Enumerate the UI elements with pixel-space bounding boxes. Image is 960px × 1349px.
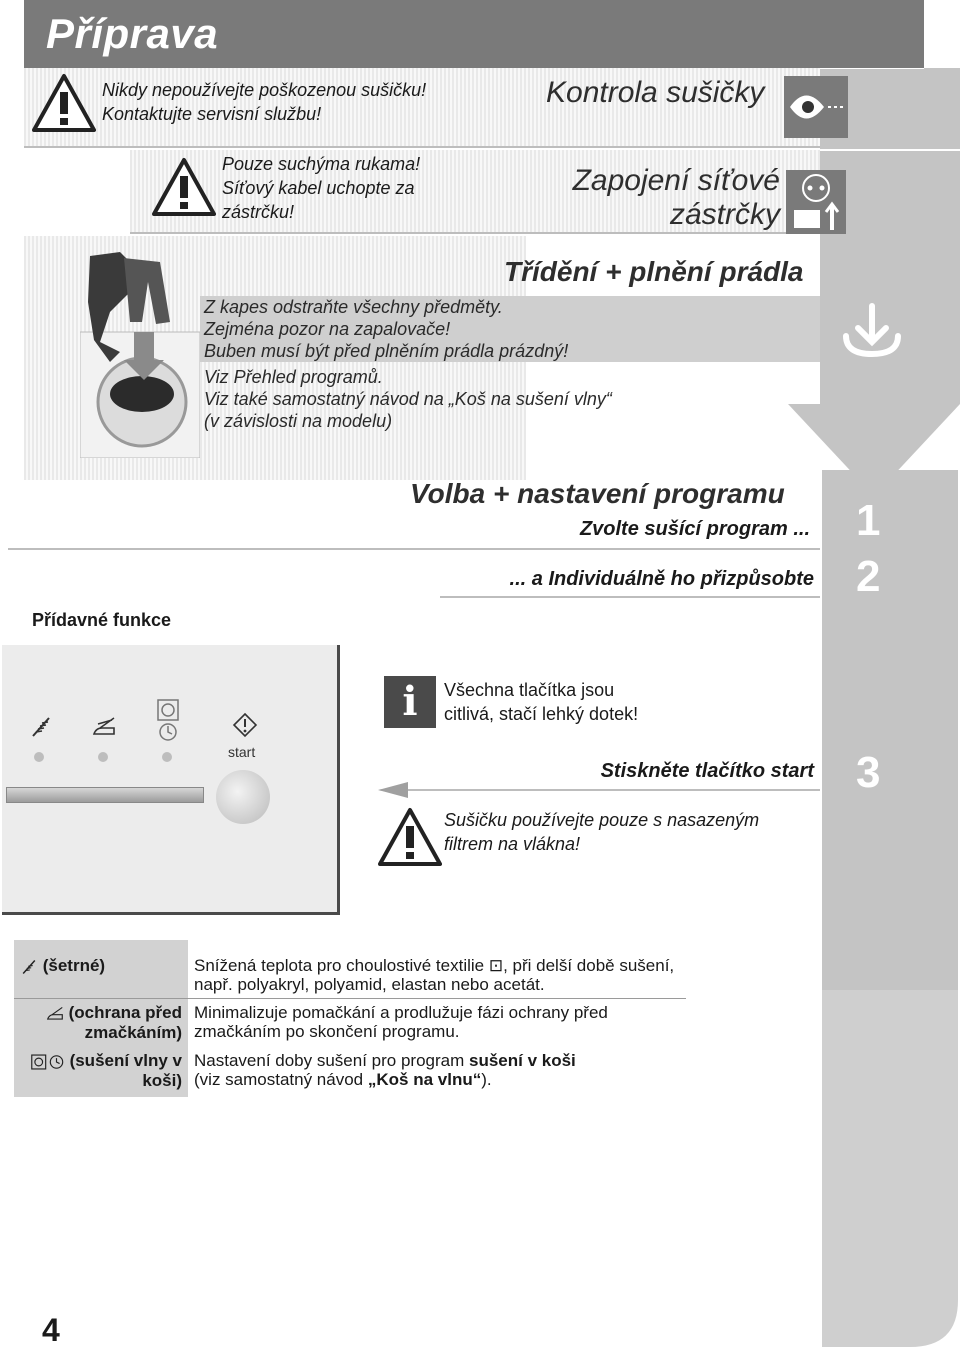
- page-header: [24, 0, 924, 68]
- desc-part: (viz samostatný návod: [194, 1070, 368, 1089]
- filter-warning-text: [444, 808, 759, 856]
- function-key: [14, 1047, 188, 1097]
- table-row: [14, 999, 686, 1048]
- info-line: citlivá, stačí lehký dotek!: [444, 704, 639, 724]
- plug-title-line: zástrčky: [669, 198, 780, 231]
- page-title: Příprava: [46, 10, 219, 57]
- laundry-drum-illustration: [80, 252, 200, 458]
- desc-part: Nastavení doby sušení pro program: [194, 1051, 469, 1070]
- desc-bold: „Koš na vlnu“: [367, 1070, 482, 1089]
- program-title: Volba + nastavení programu: [410, 478, 785, 509]
- divider: [400, 789, 820, 791]
- gentle-icon[interactable]: [30, 716, 52, 738]
- table-row: [14, 1047, 686, 1097]
- step-number-3: 3: [856, 748, 881, 797]
- functions-table: [14, 940, 686, 1097]
- warning-line: Nikdy nepoužívejte poškozenou sušičku!: [102, 80, 427, 100]
- warning-line: Pouze suchýma rukama!: [222, 154, 421, 174]
- warning-text: [102, 78, 426, 126]
- anti-crease-icon[interactable]: [92, 716, 116, 738]
- step-number-2: 2: [856, 552, 881, 601]
- eye-check-icon: [784, 76, 848, 138]
- sort-line: Zejména pozor na zapalovače!: [204, 319, 451, 339]
- indicator-led: [98, 752, 108, 762]
- plug-socket-icon: [786, 170, 846, 234]
- warning-icon: [378, 806, 442, 866]
- divider: [440, 596, 820, 598]
- step-number-1: 1: [856, 496, 881, 545]
- warning-icon: [32, 72, 96, 132]
- function-desc: Snížená teplota pro choulostivé textilie ⊡, při delší době sušení, např. polyakryl, polyamid, elastan nebo acetát.: [194, 956, 675, 994]
- warning-line: filtrem na vlákna!: [444, 834, 581, 854]
- wool-basket-icon: [31, 1054, 65, 1070]
- plug-title-line: Zapojení síťové: [572, 164, 780, 197]
- indicator-led: [162, 752, 172, 762]
- anti-crease-icon: [46, 1006, 64, 1022]
- gentle-icon: [20, 959, 38, 975]
- sort-line: Z kapes odstraňte všechny předměty.: [204, 297, 503, 317]
- function-key: [14, 940, 188, 999]
- check-title: Kontrola sušičky: [546, 76, 765, 109]
- start-icon[interactable]: [232, 712, 258, 738]
- sort-notes: [204, 366, 612, 432]
- indicator-led: [34, 752, 44, 762]
- sort-note: Viz také samostatný návod na „Koš na sušení vlny“: [204, 389, 612, 409]
- extra-functions-label: Přídavné funkce: [32, 610, 172, 630]
- warning-line: Síťový kabel uchopte za: [222, 178, 415, 198]
- info-icon: i: [384, 676, 436, 728]
- sort-note: Viz Přehled programů.: [204, 367, 383, 387]
- function-desc: Minimalizuje pomačkání a prodlužuje fázi ochrany před zmačkáním po skončení programu.: [188, 999, 686, 1048]
- divider: [8, 548, 820, 550]
- divider: [130, 232, 820, 234]
- warning-text: [222, 152, 420, 224]
- desc-bold: sušení v koši: [468, 1051, 576, 1070]
- info-line: Všechna tlačítka jsou: [444, 680, 615, 700]
- plug-title: [540, 164, 780, 232]
- sort-line: Buben musí být před plněním prádla prázdný!: [204, 341, 569, 361]
- sort-note: (v závislosti na modelu): [204, 411, 393, 431]
- warning-line: zástrčku!: [222, 202, 295, 222]
- function-key-label: (šetrné): [42, 956, 106, 975]
- function-buttons-strip[interactable]: [6, 787, 204, 803]
- arrow-left-icon: [378, 780, 408, 800]
- function-desc: [188, 1047, 686, 1097]
- function-key-label: (sušení vlny v koši): [69, 1051, 182, 1090]
- warning-line: Sušičku používejte pouze s nasazeným: [444, 810, 760, 830]
- start-title: Stiskněte tlačítko start: [600, 760, 814, 782]
- start-label: start: [228, 744, 256, 760]
- info-text: [444, 678, 638, 726]
- program-step-1: Zvolte sušící program ...: [579, 518, 810, 540]
- warning-line: Kontaktujte servisní službu!: [102, 104, 322, 124]
- program-step-2: ... a Individuálně ho přizpůsobte: [509, 568, 814, 590]
- warning-icon: [152, 156, 216, 216]
- desc-part: ).: [481, 1070, 492, 1089]
- start-button[interactable]: [216, 770, 270, 824]
- function-key: [14, 999, 188, 1048]
- sort-title: Třídění + plnění prádla: [504, 256, 804, 287]
- sort-instructions: [204, 296, 568, 362]
- function-key-label: (ochrana před zmačkáním): [68, 1003, 182, 1042]
- page-number: 4: [42, 1312, 60, 1348]
- table-row: [14, 940, 686, 999]
- wool-basket-icon[interactable]: [156, 698, 180, 744]
- control-panel: [2, 645, 340, 915]
- divider: [24, 146, 820, 148]
